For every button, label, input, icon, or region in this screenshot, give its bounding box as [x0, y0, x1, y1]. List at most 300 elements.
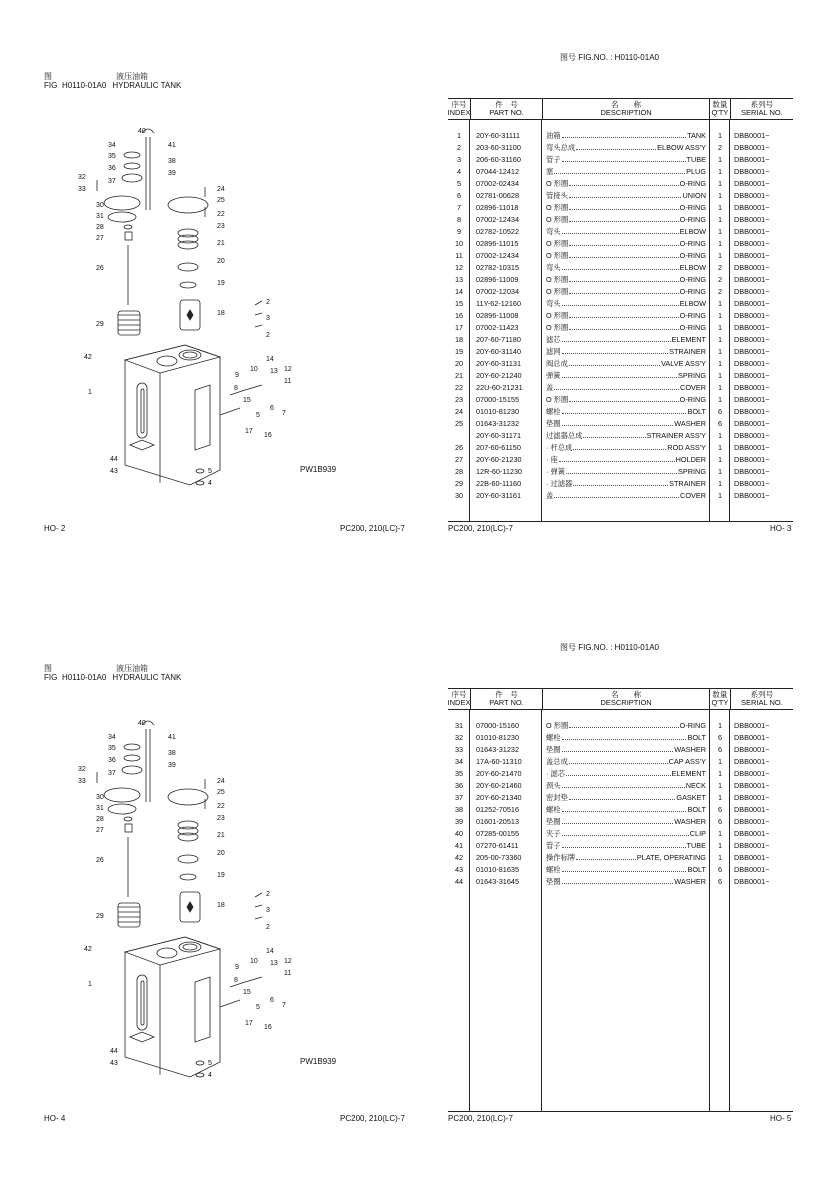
- qty-cell: 6: [717, 419, 723, 428]
- part-no-cell: 203-60-31100: [476, 143, 521, 152]
- svg-text:30: 30: [96, 202, 104, 209]
- table-row: [448, 358, 793, 370]
- serial-cell: DBB0001~: [734, 745, 770, 754]
- description-cn: 弯头: [546, 227, 561, 236]
- description-cn: 滤芯: [546, 335, 561, 344]
- svg-text:4: 4: [208, 480, 212, 487]
- table-row: [448, 250, 793, 262]
- description-cn: · 座: [546, 455, 558, 464]
- serial-cell: DBB0001~: [734, 721, 770, 730]
- qty-cell: 1: [717, 323, 723, 332]
- index-cell: 4: [456, 167, 462, 176]
- serial-cell: DBB0001~: [734, 431, 770, 440]
- svg-text:25: 25: [217, 197, 225, 204]
- svg-text:9: 9: [235, 372, 239, 379]
- description-cn: 弯头总成: [546, 143, 576, 152]
- index-cell: 13: [454, 275, 464, 284]
- qty-cell: 1: [717, 383, 723, 392]
- svg-text:2: 2: [266, 299, 270, 306]
- serial-cell: DBB0001~: [734, 311, 770, 320]
- description-cell: [542, 130, 710, 142]
- description-en: ELEMENT: [671, 769, 706, 778]
- svg-text:18: 18: [217, 902, 225, 909]
- description-cn: 塞: [546, 167, 554, 176]
- index-cell: 19: [454, 347, 464, 356]
- description-cn: O 形圈: [546, 203, 569, 212]
- svg-text:31: 31: [96, 805, 104, 812]
- qty-cell: 1: [717, 757, 723, 766]
- table-rows: [448, 720, 793, 888]
- svg-text:35: 35: [108, 745, 116, 752]
- part-no-cell: 02896-11009: [476, 275, 519, 284]
- serial-cell: DBB0001~: [734, 865, 770, 874]
- description-en: ROD ASS'Y: [667, 443, 706, 452]
- table-row: [448, 418, 793, 430]
- serial-cell: DBB0001~: [734, 877, 770, 886]
- description-cn: O 形圈: [546, 215, 569, 224]
- description-cell: [542, 382, 710, 394]
- model-right: PC200, 210(LC)-7: [448, 1114, 513, 1123]
- description-cn: 螺栓: [546, 407, 561, 416]
- part-no-cell: 07285-00155: [476, 829, 520, 838]
- part-no-cell: 20Y-60-21230: [476, 455, 522, 464]
- description-cell: [542, 478, 710, 490]
- index-cell: 24: [454, 407, 464, 416]
- svg-text:22: 22: [217, 211, 225, 218]
- svg-text:7: 7: [282, 1002, 286, 1009]
- serial-cell: DBB0001~: [734, 757, 770, 766]
- serial-cell: DBB0001~: [734, 829, 770, 838]
- description-cell: [542, 226, 710, 238]
- svg-text:7: 7: [282, 410, 286, 417]
- qty-cell: 1: [717, 443, 723, 452]
- table-row: [448, 298, 793, 310]
- qty-cell: 1: [717, 167, 723, 176]
- part-no-cell: 02782-10315: [476, 263, 520, 272]
- index-cell: 42: [454, 853, 464, 862]
- qty-cell: 1: [717, 215, 723, 224]
- svg-text:2: 2: [266, 924, 270, 931]
- serial-cell: DBB0001~: [734, 443, 770, 452]
- description-cell: [542, 852, 710, 864]
- svg-text:20: 20: [217, 258, 225, 265]
- index-cell: 1: [456, 131, 462, 140]
- qty-cell: 1: [717, 311, 723, 320]
- description-cell: [542, 804, 710, 816]
- svg-text:2: 2: [266, 332, 270, 339]
- svg-text:13: 13: [270, 368, 278, 375]
- svg-text:19: 19: [217, 280, 225, 287]
- description-en: TUBE: [686, 155, 706, 164]
- qty-cell: 6: [717, 865, 723, 874]
- description-cn: O 形圈: [546, 251, 569, 260]
- part-no-cell: 20Y-60-21240: [476, 371, 522, 380]
- svg-text:12: 12: [284, 958, 292, 965]
- svg-text:5: 5: [256, 412, 260, 419]
- serial-cell: DBB0001~: [734, 191, 770, 200]
- description-cell: [542, 238, 710, 250]
- svg-text:14: 14: [266, 356, 274, 363]
- index-cell: 32: [454, 733, 464, 742]
- svg-text:36: 36: [108, 165, 116, 172]
- index-cell: 25: [454, 419, 464, 428]
- description-cn: 夹子: [546, 829, 561, 838]
- description-en: O-RING: [679, 311, 706, 320]
- part-no-cell: 02782-10522: [476, 227, 520, 236]
- svg-text:3: 3: [266, 315, 270, 322]
- title-cn: 液压油箱: [116, 664, 148, 673]
- qty-cell: 6: [717, 745, 723, 754]
- svg-text:32: 32: [78, 174, 86, 181]
- description-en: PLATE, OPERATING: [636, 853, 706, 862]
- description-en: PLUG: [686, 167, 706, 176]
- parts-table: [448, 98, 793, 522]
- index-cell: 33: [454, 745, 464, 754]
- svg-text:29: 29: [96, 913, 104, 920]
- index-cell: 9: [456, 227, 462, 236]
- svg-text:37: 37: [108, 178, 116, 185]
- description-cell: [542, 298, 710, 310]
- index-cell: 16: [454, 311, 464, 320]
- serial-cell: DBB0001~: [734, 239, 770, 248]
- qty-cell: 1: [717, 455, 723, 464]
- qty-cell: 6: [717, 407, 723, 416]
- part-no-cell: 11Y-62-12160: [476, 299, 522, 308]
- description-cn: 管接头: [546, 191, 568, 200]
- part-no-cell: 01252-70516: [476, 805, 520, 814]
- svg-text:26: 26: [96, 857, 104, 864]
- svg-text:27: 27: [96, 235, 104, 242]
- description-en: WASHER: [674, 817, 706, 826]
- part-no-cell: 07002-12434: [476, 251, 520, 260]
- description-cn: O 形圈: [546, 395, 569, 404]
- svg-text:35: 35: [108, 153, 116, 160]
- qty-cell: 1: [717, 769, 723, 778]
- index-cell: 26: [454, 443, 464, 452]
- description-en: BOLT: [687, 733, 706, 742]
- svg-text:19: 19: [217, 872, 225, 879]
- svg-text:18: 18: [217, 310, 225, 317]
- description-en: O-RING: [679, 287, 706, 296]
- description-cell: [542, 490, 710, 502]
- qty-cell: 2: [717, 143, 723, 152]
- drawing-code: PW1B939: [300, 465, 337, 474]
- svg-text:5: 5: [208, 1060, 212, 1067]
- description-cn: 操作标牌: [546, 853, 576, 862]
- description-cn: 垫圈: [546, 419, 561, 428]
- table-row: [448, 756, 793, 768]
- fig-code: H0110-01A0: [62, 81, 107, 90]
- serial-cell: DBB0001~: [734, 733, 770, 742]
- index-cell: 12: [454, 263, 464, 272]
- svg-text:5: 5: [256, 1004, 260, 1011]
- part-no-cell: 01010-81230: [476, 733, 520, 742]
- svg-text:24: 24: [217, 186, 225, 193]
- index-cell: 8: [456, 215, 462, 224]
- model-left: PC200, 210(LC)-7: [340, 1114, 405, 1123]
- serial-cell: DBB0001~: [734, 275, 770, 284]
- exploded-diagram: [70, 115, 410, 505]
- serial-cell: DBB0001~: [734, 479, 770, 488]
- description-cn: 盖: [546, 383, 554, 392]
- description-cn: · 滤芯: [546, 769, 566, 778]
- serial-cell: DBB0001~: [734, 817, 770, 826]
- table-rows: [448, 130, 793, 502]
- qty-cell: 1: [717, 251, 723, 260]
- svg-text:24: 24: [217, 778, 225, 785]
- description-cn: · 过滤器: [546, 479, 573, 488]
- table-row: [448, 804, 793, 816]
- svg-text:3: 3: [266, 907, 270, 914]
- description-cn: 弹簧: [546, 371, 561, 380]
- description-cn: · 弹簧: [546, 467, 566, 476]
- description-cell: [542, 190, 710, 202]
- description-cn: O 形圈: [546, 179, 569, 188]
- description-cn: · 杆总成: [546, 443, 573, 452]
- part-no-cell: 07044-12412: [476, 167, 520, 176]
- parts-table: [448, 688, 793, 1112]
- description-cell: [542, 274, 710, 286]
- svg-text:42: 42: [84, 354, 92, 361]
- description-cell: [542, 154, 710, 166]
- svg-text:15: 15: [243, 989, 251, 996]
- index-cell: 20: [454, 359, 464, 368]
- svg-text:39: 39: [168, 762, 176, 769]
- serial-cell: DBB0001~: [734, 263, 770, 272]
- index-cell: 41: [454, 841, 464, 850]
- table-row: [448, 816, 793, 828]
- svg-text:31: 31: [96, 213, 104, 220]
- table-row: [448, 382, 793, 394]
- qty-cell: 1: [717, 491, 723, 500]
- description-en: TUBE: [686, 841, 706, 850]
- fig-no-line: 图号 FIG.NO. : H0110-01A0: [560, 53, 659, 62]
- serial-cell: DBB0001~: [734, 793, 770, 802]
- description-en: O-RING: [679, 721, 706, 730]
- description-cell: [542, 370, 710, 382]
- description-en: CAP ASS'Y: [668, 757, 706, 766]
- serial-cell: DBB0001~: [734, 143, 770, 152]
- part-no-cell: 02896-11015: [476, 239, 519, 248]
- description-cell: [542, 202, 710, 214]
- svg-text:36: 36: [108, 757, 116, 764]
- description-cn: O 形圈: [546, 239, 569, 248]
- svg-text:25: 25: [217, 789, 225, 796]
- table-row: [448, 214, 793, 226]
- svg-text:33: 33: [78, 778, 86, 785]
- serial-cell: DBB0001~: [734, 491, 770, 500]
- table-header: 序号 INDEX 件 号 PART NO. 名 称 DESCRIPTION 数量 Q'TY 系列号 SERIAL NO.: [448, 99, 793, 120]
- svg-text:11: 11: [284, 378, 292, 385]
- serial-cell: DBB0001~: [734, 299, 770, 308]
- qty-cell: 1: [717, 191, 723, 200]
- svg-text:16: 16: [264, 1024, 272, 1031]
- qty-cell: 1: [717, 347, 723, 356]
- serial-cell: DBB0001~: [734, 203, 770, 212]
- description-en: STRAINER: [669, 479, 706, 488]
- table-row: [448, 190, 793, 202]
- table-row: [448, 478, 793, 490]
- description-en: BOLT: [687, 865, 706, 874]
- table-row: [448, 202, 793, 214]
- qty-cell: 1: [717, 227, 723, 236]
- description-en: O-RING: [679, 239, 706, 248]
- title-cn: 液压油箱: [116, 72, 148, 81]
- index-cell: 36: [454, 781, 464, 790]
- description-cell: [542, 322, 710, 334]
- qty-cell: 6: [717, 733, 723, 742]
- part-no-cell: 17A-60-11310: [476, 757, 522, 766]
- part-no-cell: 07002-02434: [476, 179, 520, 188]
- index-cell: 30: [454, 491, 464, 500]
- description-en: O-RING: [679, 215, 706, 224]
- title-en: HYDRAULIC TANK: [112, 81, 182, 90]
- svg-text:41: 41: [168, 734, 176, 741]
- svg-text:21: 21: [217, 240, 225, 247]
- hydraulic-tank-drawing: [70, 115, 410, 505]
- index-cell: 35: [454, 769, 464, 778]
- description-en: GASKET: [676, 793, 706, 802]
- description-en: O-RING: [679, 275, 706, 284]
- serial-cell: DBB0001~: [734, 467, 770, 476]
- serial-cell: DBB0001~: [734, 155, 770, 164]
- qty-cell: 1: [717, 155, 723, 164]
- index-cell: 7: [456, 203, 462, 212]
- part-no-cell: 12R-60-11230: [476, 467, 523, 476]
- description-en: O-RING: [679, 323, 706, 332]
- description-en: SPRING: [678, 371, 706, 380]
- index-cell: 6: [456, 191, 462, 200]
- svg-text:28: 28: [96, 224, 104, 231]
- svg-text:8: 8: [234, 977, 238, 984]
- table-row: [448, 744, 793, 756]
- svg-text:17: 17: [245, 428, 253, 435]
- page-spread-2: [0, 592, 840, 1183]
- table-row: [448, 864, 793, 876]
- figure-header: [44, 72, 181, 90]
- part-no-cell: 01643-31232: [476, 419, 520, 428]
- part-no-cell: 01010-81230: [476, 407, 520, 416]
- svg-text:2: 2: [266, 891, 270, 898]
- fig-label-cn: 图: [44, 664, 52, 673]
- table-row: [448, 732, 793, 744]
- svg-text:13: 13: [270, 960, 278, 967]
- svg-text:28: 28: [96, 816, 104, 823]
- description-cn: 螺栓: [546, 865, 561, 874]
- table-row: [448, 792, 793, 804]
- index-cell: 29: [454, 479, 464, 488]
- part-no-cell: 01643-31645: [476, 877, 520, 886]
- part-no-cell: 07002-12434: [476, 215, 520, 224]
- svg-text:8: 8: [234, 385, 238, 392]
- svg-text:34: 34: [108, 734, 116, 741]
- description-cell: [542, 816, 710, 828]
- qty-cell: 1: [717, 431, 723, 440]
- qty-cell: 1: [717, 841, 723, 850]
- table-row: [448, 876, 793, 888]
- part-no-cell: 207-60-71180: [476, 335, 521, 344]
- serial-cell: DBB0001~: [734, 781, 770, 790]
- qty-cell: 1: [717, 721, 723, 730]
- description-cell: [542, 744, 710, 756]
- index-cell: 34: [454, 757, 464, 766]
- serial-cell: DBB0001~: [734, 227, 770, 236]
- table-row: [448, 442, 793, 454]
- table-row: [448, 406, 793, 418]
- index-cell: 3: [456, 155, 462, 164]
- serial-cell: DBB0001~: [734, 131, 770, 140]
- description-cell: [542, 286, 710, 298]
- serial-cell: DBB0001~: [734, 841, 770, 850]
- table-row: [448, 852, 793, 864]
- svg-text:29: 29: [96, 321, 104, 328]
- fig-code: H0110-01A0: [62, 673, 107, 682]
- left-footer: HO- 2: [44, 524, 66, 533]
- model-right: PC200, 210(LC)-7: [448, 524, 513, 533]
- serial-cell: DBB0001~: [734, 287, 770, 296]
- qty-cell: 1: [717, 781, 723, 790]
- description-cell: [542, 310, 710, 322]
- svg-text:22: 22: [217, 803, 225, 810]
- description-cell: [542, 792, 710, 804]
- drawing-code: PW1B939: [300, 1057, 337, 1066]
- description-cn: 垫圈: [546, 745, 561, 754]
- index-cell: 38: [454, 805, 464, 814]
- table-row: [448, 274, 793, 286]
- page-spread-1: [0, 0, 840, 591]
- description-cell: [542, 214, 710, 226]
- svg-text:12: 12: [284, 366, 292, 373]
- index-cell: 10: [454, 239, 464, 248]
- table-row: [448, 262, 793, 274]
- qty-cell: 6: [717, 877, 723, 886]
- table-row: [448, 130, 793, 142]
- table-row: [448, 394, 793, 406]
- part-no-cell: 02896-11018: [476, 203, 519, 212]
- serial-cell: DBB0001~: [734, 335, 770, 344]
- serial-cell: DBB0001~: [734, 455, 770, 464]
- svg-text:10: 10: [250, 366, 258, 373]
- description-cn: 盖总成: [546, 757, 568, 766]
- table-row: [448, 310, 793, 322]
- part-no-cell: 206-60-31160: [476, 155, 521, 164]
- serial-cell: DBB0001~: [734, 853, 770, 862]
- svg-text:17: 17: [245, 1020, 253, 1027]
- description-cn: 螺栓: [546, 805, 561, 814]
- description-cell: [542, 394, 710, 406]
- qty-cell: 1: [717, 395, 723, 404]
- index-cell: [448, 430, 470, 442]
- description-cn: O 形圈: [546, 275, 569, 284]
- svg-text:43: 43: [110, 1060, 118, 1067]
- table-row: [448, 490, 793, 502]
- svg-text:4: 4: [208, 1072, 212, 1079]
- description-en: ELBOW: [679, 263, 706, 272]
- part-no-cell: 207-60-61150: [476, 443, 521, 452]
- description-en: O-RING: [679, 203, 706, 212]
- index-cell: 31: [454, 721, 464, 730]
- description-en: SPRING: [678, 467, 706, 476]
- description-cn: 颈头: [546, 781, 561, 790]
- svg-text:37: 37: [108, 770, 116, 777]
- index-cell: 17: [454, 323, 464, 332]
- svg-text:11: 11: [284, 970, 292, 977]
- svg-text:26: 26: [96, 265, 104, 272]
- part-no-cell: 20Y-60-31111: [476, 131, 520, 140]
- part-no-cell: 20Y-60-21470: [476, 769, 522, 778]
- qty-cell: 2: [717, 287, 723, 296]
- description-cn: 垫圈: [546, 817, 561, 826]
